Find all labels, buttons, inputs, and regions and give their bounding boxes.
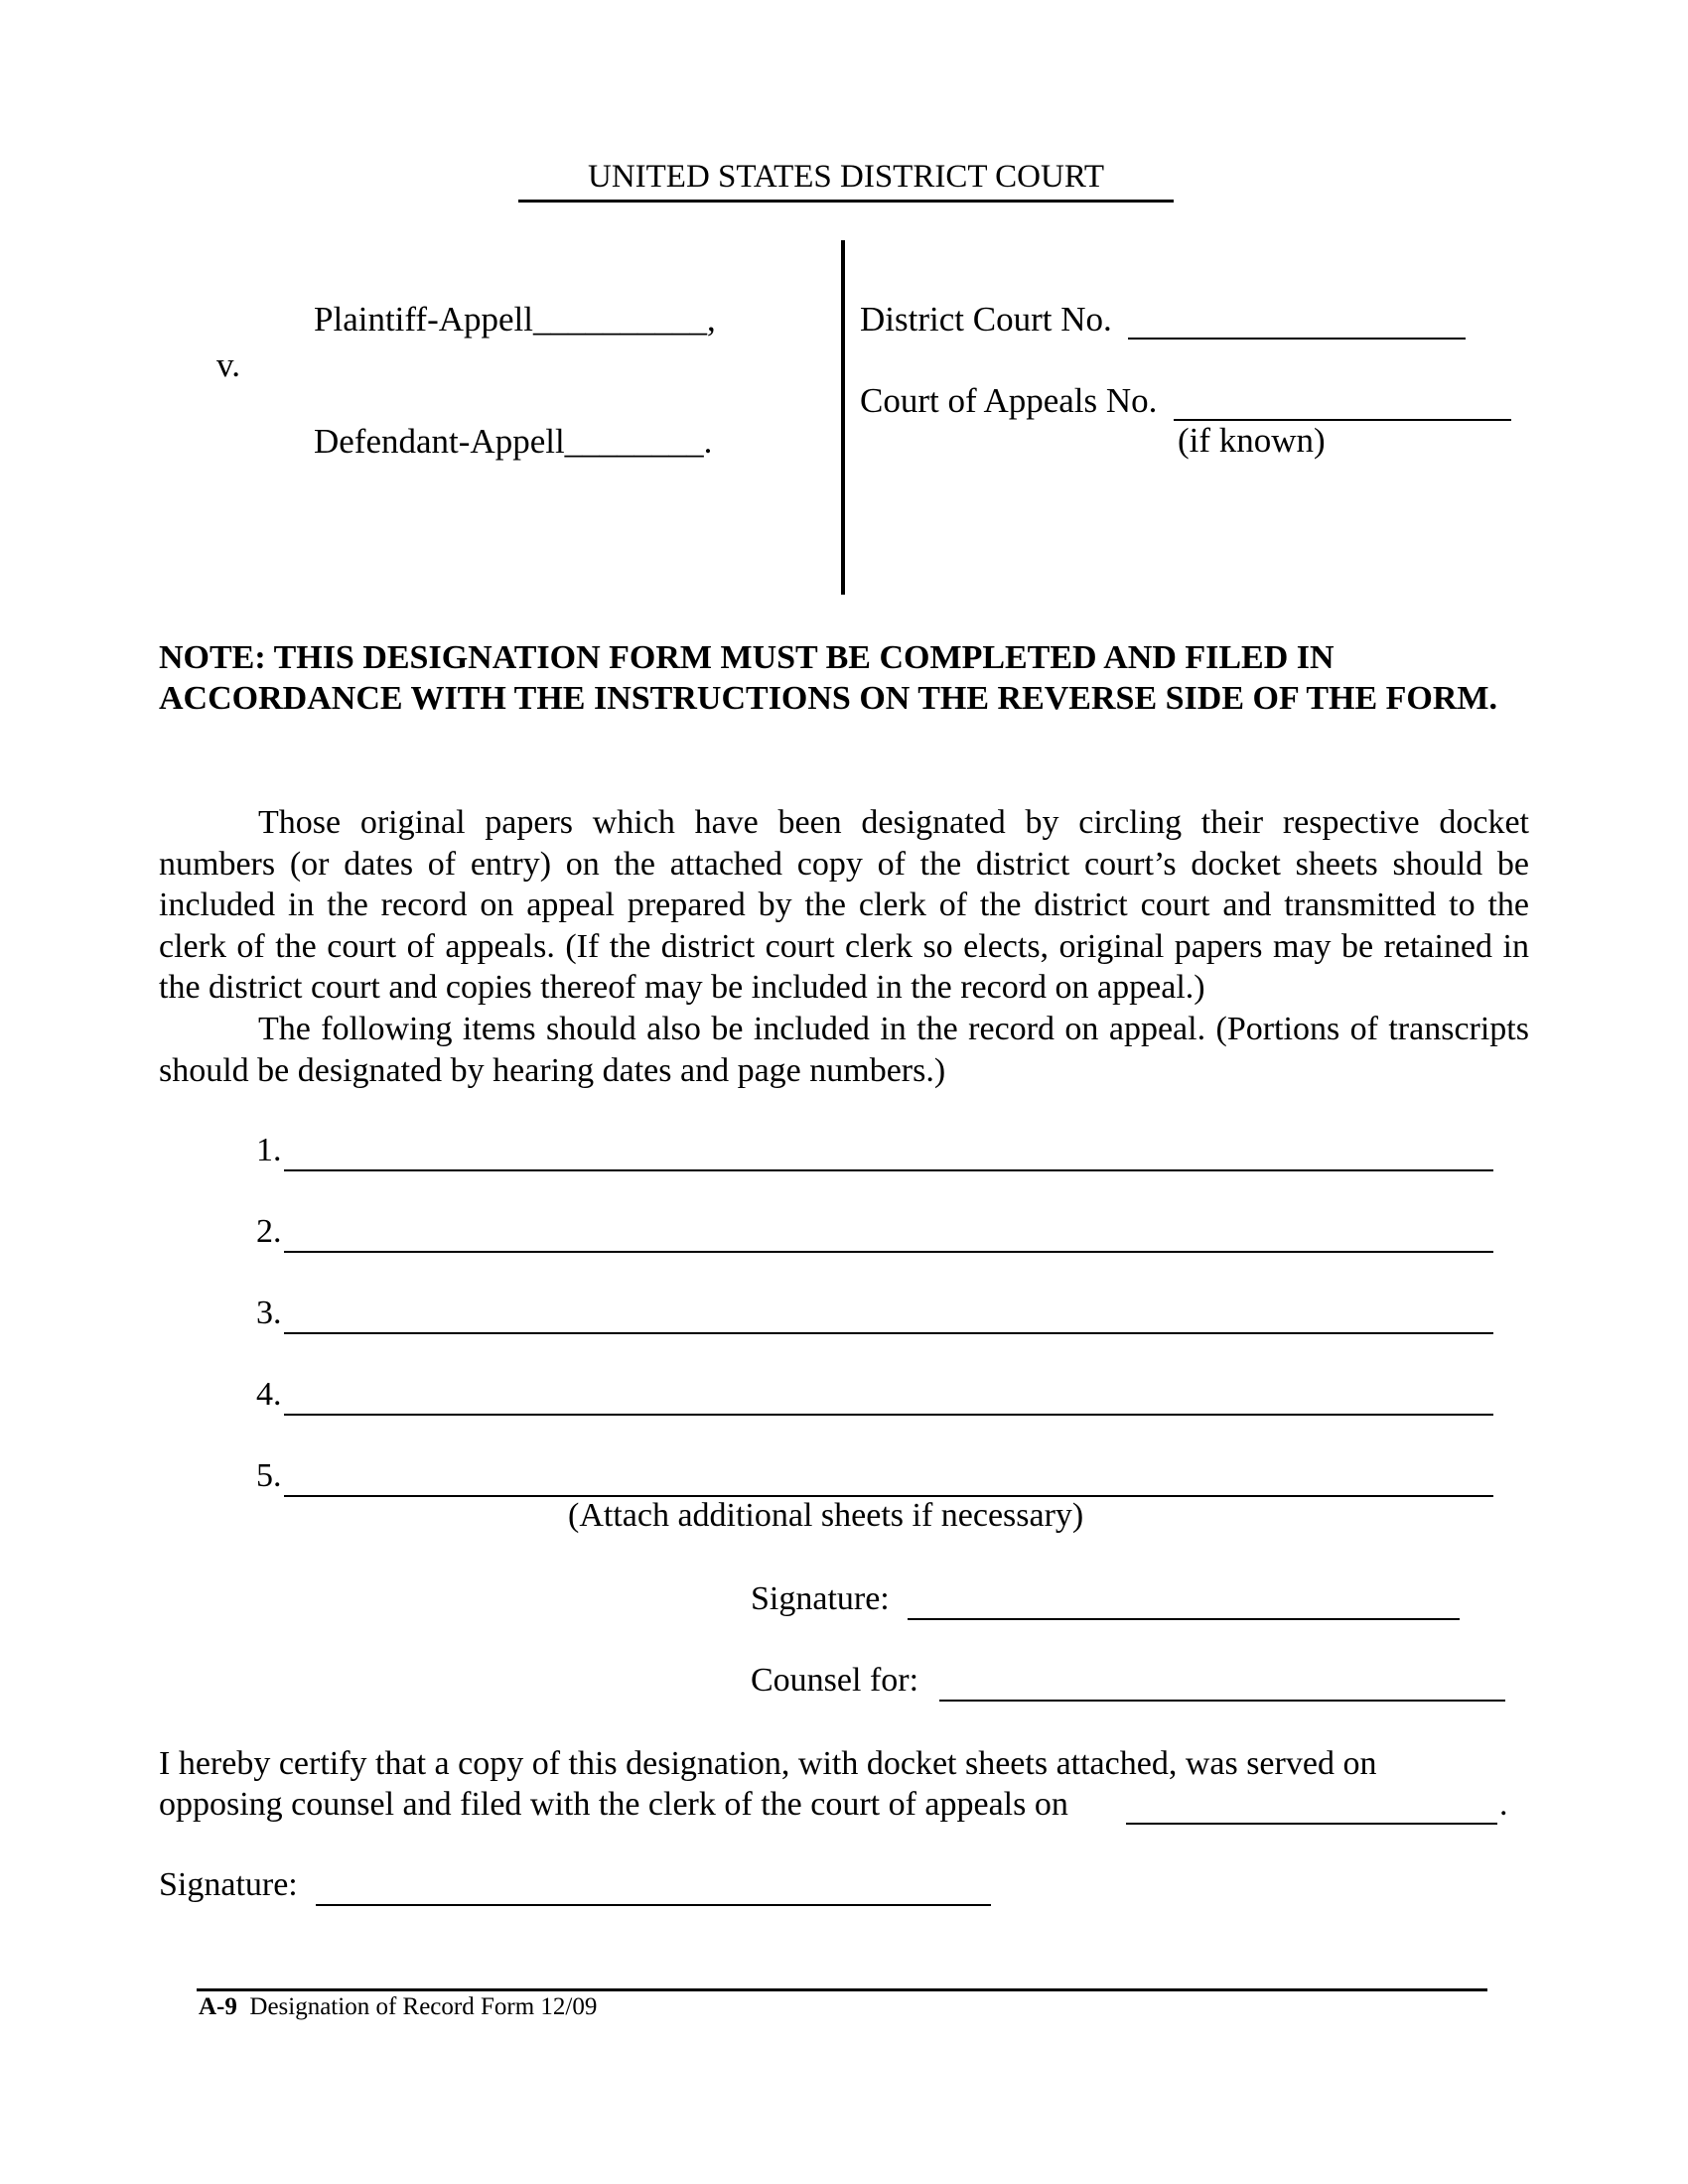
counsel-for-label: Counsel for: — [751, 1662, 919, 1699]
footer — [199, 1993, 597, 2021]
versus-label: v. — [216, 345, 240, 384]
filed-date-field[interactable] — [1126, 1823, 1497, 1825]
certify-line-2: opposing counsel and filed with the clerk of the court of appeals on — [159, 1786, 1068, 1823]
item-number: 5. — [256, 1457, 282, 1494]
defendant-label: Defendant-Appell________. — [314, 422, 713, 461]
counsel-for-field[interactable] — [939, 1700, 1505, 1702]
if-known-label: (if known) — [1178, 421, 1326, 460]
signature-field[interactable] — [908, 1618, 1460, 1620]
certify-end: . — [1499, 1786, 1508, 1823]
item-field-1[interactable] — [284, 1169, 1493, 1171]
paragraph-1: Those original papers which have been designated by circling their respective docket numbers (or dates of entry) on the attached copy of the district court’s docket sheets should be included in the record on appeal prepared by the clerk of the district court and transmitted to the clerk of the court of appeals. (If the district court clerk so elects, original papers may be retained in the district court and copies thereof may be included in the record on appeal.) — [159, 804, 1529, 1006]
item-number: 2. — [256, 1213, 282, 1250]
attach-note: (Attach additional sheets if necessary) — [568, 1497, 1084, 1534]
item-field-2[interactable] — [284, 1251, 1493, 1253]
note-text: NOTE: THIS DESIGNATION FORM MUST BE COMPLETED AND FILED IN ACCORDANCE WITH THE INSTRUCTIONS ON THE REVERSE SIDE OF THE FORM. — [159, 639, 1497, 717]
signature-label: Signature: — [751, 1580, 890, 1617]
item-number: 3. — [256, 1295, 282, 1331]
court-of-appeals-no-label: Court of Appeals No. — [860, 381, 1158, 420]
district-court-no-field[interactable] — [1128, 338, 1466, 340]
item-field-3[interactable] — [284, 1332, 1493, 1334]
signature-2-label: Signature: — [159, 1866, 298, 1903]
district-court-no-label: District Court No. — [860, 300, 1112, 339]
page-title: UNITED STATES DISTRICT COURT — [518, 159, 1174, 203]
footer-form-name: Designation of Record Form 12/09 — [249, 1993, 598, 2020]
signature-2-field[interactable] — [316, 1904, 991, 1906]
plaintiff-label: Plaintiff-Appell__________, — [314, 300, 716, 339]
footer-form-id: A-9 — [199, 1993, 237, 2020]
item-field-4[interactable] — [284, 1414, 1493, 1416]
footer-rule — [197, 1988, 1487, 1991]
paragraph-2: The following items should also be included in the record on appeal. (Portions of transcripts should be designated by hearing dates and page numbers.) — [159, 1011, 1529, 1089]
certify-line-1: I hereby certify that a copy of this designation, with docket sheets attached, was served on — [159, 1745, 1377, 1782]
item-number: 1. — [256, 1132, 282, 1168]
item-number: 4. — [256, 1376, 282, 1413]
caption-divider — [841, 240, 845, 595]
